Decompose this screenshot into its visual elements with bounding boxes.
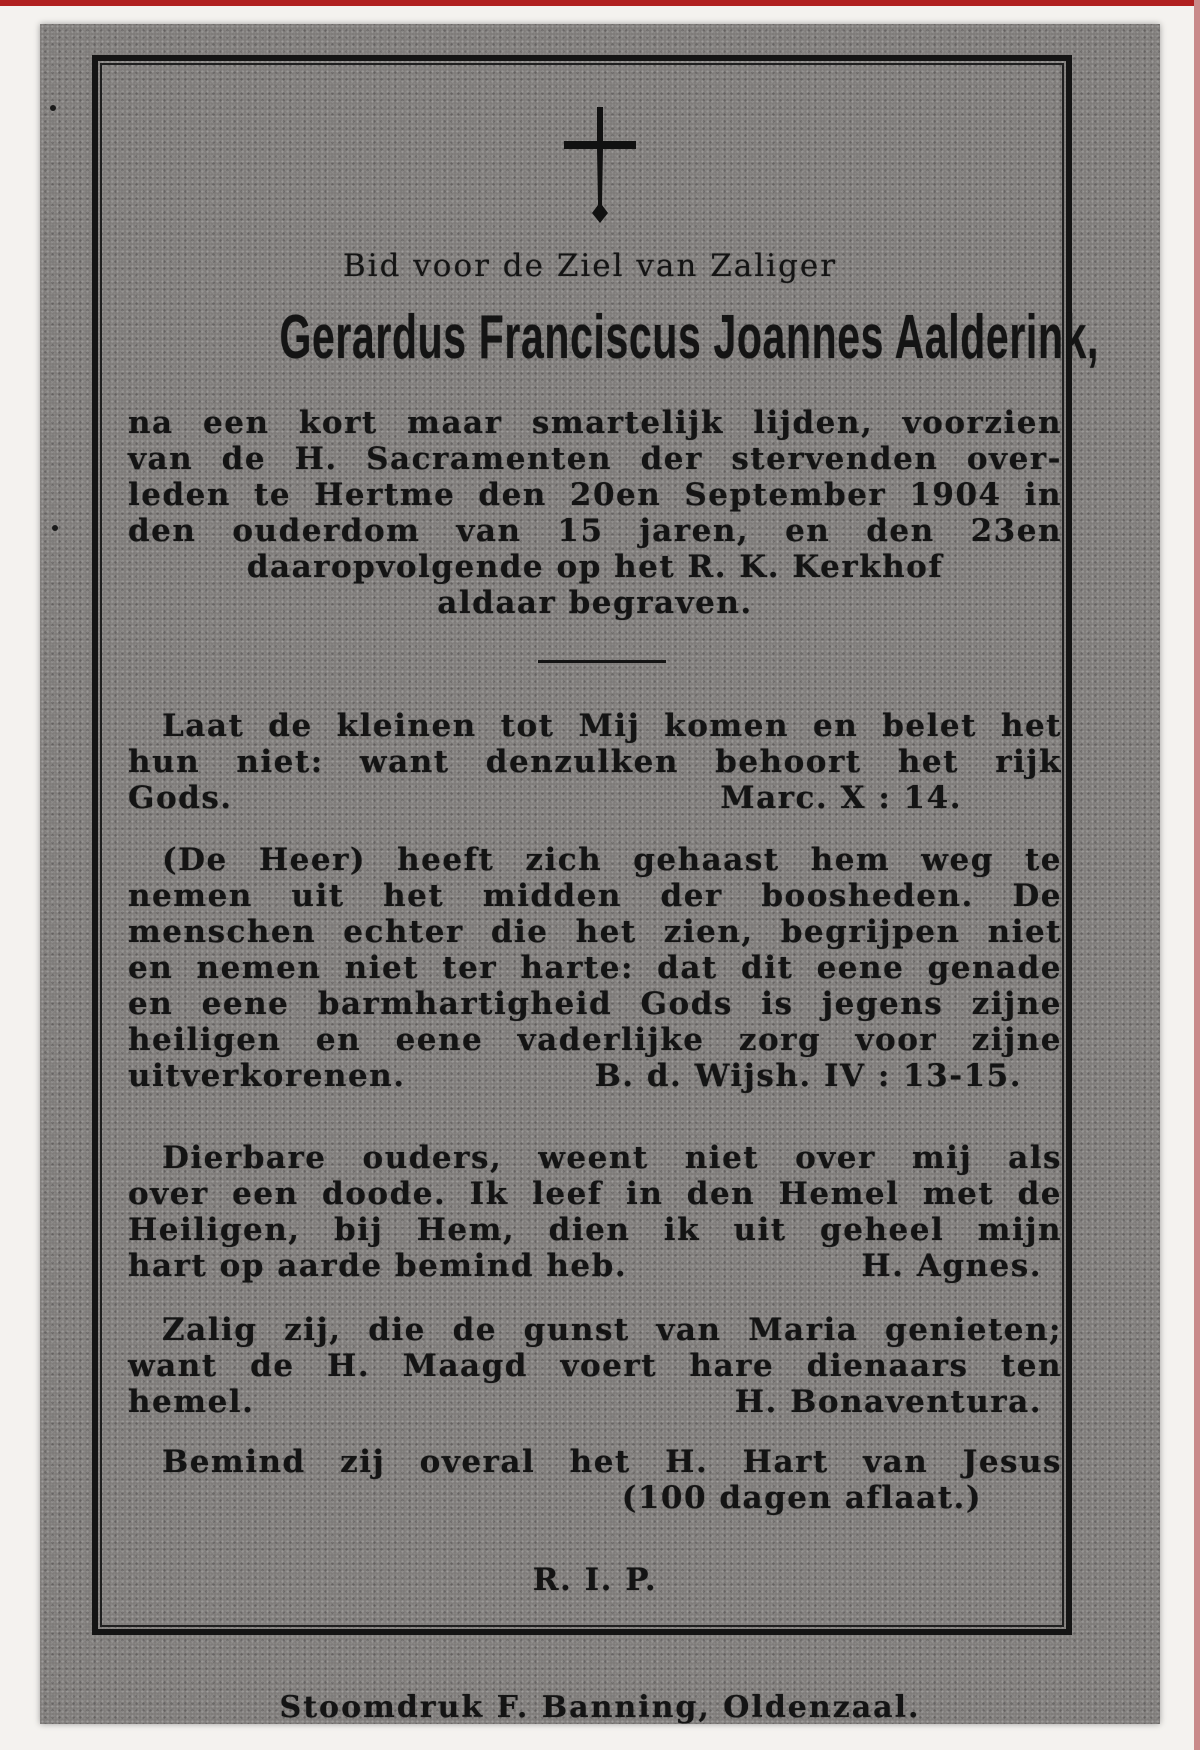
quote-line: want de H. Maagd voert hare dienaars ten [128, 1348, 1062, 1384]
intro-line: aldaar begraven. [437, 585, 753, 621]
indulgence-note: (100 dagen aflaat.) [621, 1480, 982, 1516]
devotion-line: Bemind zij overal het H. Hart van Jesus [162, 1444, 1062, 1480]
intro-paragraph [128, 405, 1062, 621]
cross-icon [562, 105, 638, 225]
intro-line: daaropvolgende op het R. K. Kerkhof [246, 549, 944, 585]
quote-line: hemel. [128, 1384, 255, 1420]
quote-line: Dierbare ouders, weent niet over mij als [162, 1140, 1062, 1176]
quote-source: H. Bonaventura. [734, 1384, 1042, 1420]
quote-line: Zalig zij, die de gunst van Maria genieten; [162, 1312, 1062, 1348]
quote-line: Heiligen, bij Hem, dien ik uit geheel mijn [128, 1212, 1062, 1248]
quote-line: (De Heer) heeft zich gehaast hem weg te [162, 842, 1062, 878]
printer-imprint: Stoomdruk F. Banning, Oldenzaal. [279, 1690, 921, 1725]
quote-line: uitverkorenen. [128, 1058, 406, 1094]
quote-line: hun niet: want denzulken behoort het rijk [128, 744, 1062, 780]
pin-hole-mark [52, 525, 58, 531]
quote-source: Marc. X : 14. [720, 780, 962, 816]
divider-rule [538, 660, 666, 663]
quote-line: Laat de kleinen tot Mij komen en belet het [162, 708, 1062, 744]
intro-line: van de H. Sacramenten der stervenden over- [128, 441, 1062, 477]
heading: Bid voor de Ziel van Zaliger [342, 248, 838, 284]
closing-rip: R. I. P. [532, 1562, 658, 1598]
quote-line: nemen uit het midden der boosheden. De [128, 878, 1062, 914]
red-edge-top [0, 0, 1200, 6]
quote-marcus [128, 708, 1062, 816]
intro-line: leden te Hertme den 20en September 1904 in [128, 477, 1062, 513]
quote-line: heiligen en eene vaderlijke zorg voor zijne [128, 1022, 1062, 1058]
devotion [128, 1444, 1062, 1516]
quote-agnes [128, 1140, 1062, 1284]
quote-line: Gods. [128, 780, 233, 816]
quote-line: en nemen niet ter harte: dat dit eene genade [128, 950, 1062, 986]
quote-source: H. Agnes. [861, 1248, 1042, 1284]
intro-line: den ouderdom van 15 jaren, en den 23en [128, 513, 1062, 549]
quote-line: menschen echter die het zien, begrijpen niet [128, 914, 1062, 950]
red-edge-side [1194, 0, 1200, 1750]
deceased-name: Gerardus Franciscus Joannes Aalderink, [279, 303, 1100, 372]
quote-line: en eene barmhartigheid Gods is jegens zijne [128, 986, 1062, 1022]
pin-hole-mark [50, 105, 56, 111]
quote-line: over een doode. Ik leef in den Hemel met de [128, 1176, 1062, 1212]
intro-line: na een kort maar smartelijk lijden, voorzien [128, 405, 1062, 441]
quote-bonaventura [128, 1312, 1062, 1420]
quote-source: B. d. Wijsh. IV : 13-15. [594, 1058, 1022, 1094]
quote-wisdom [128, 842, 1062, 1094]
quote-line: hart op aarde bemind heb. [128, 1248, 628, 1284]
